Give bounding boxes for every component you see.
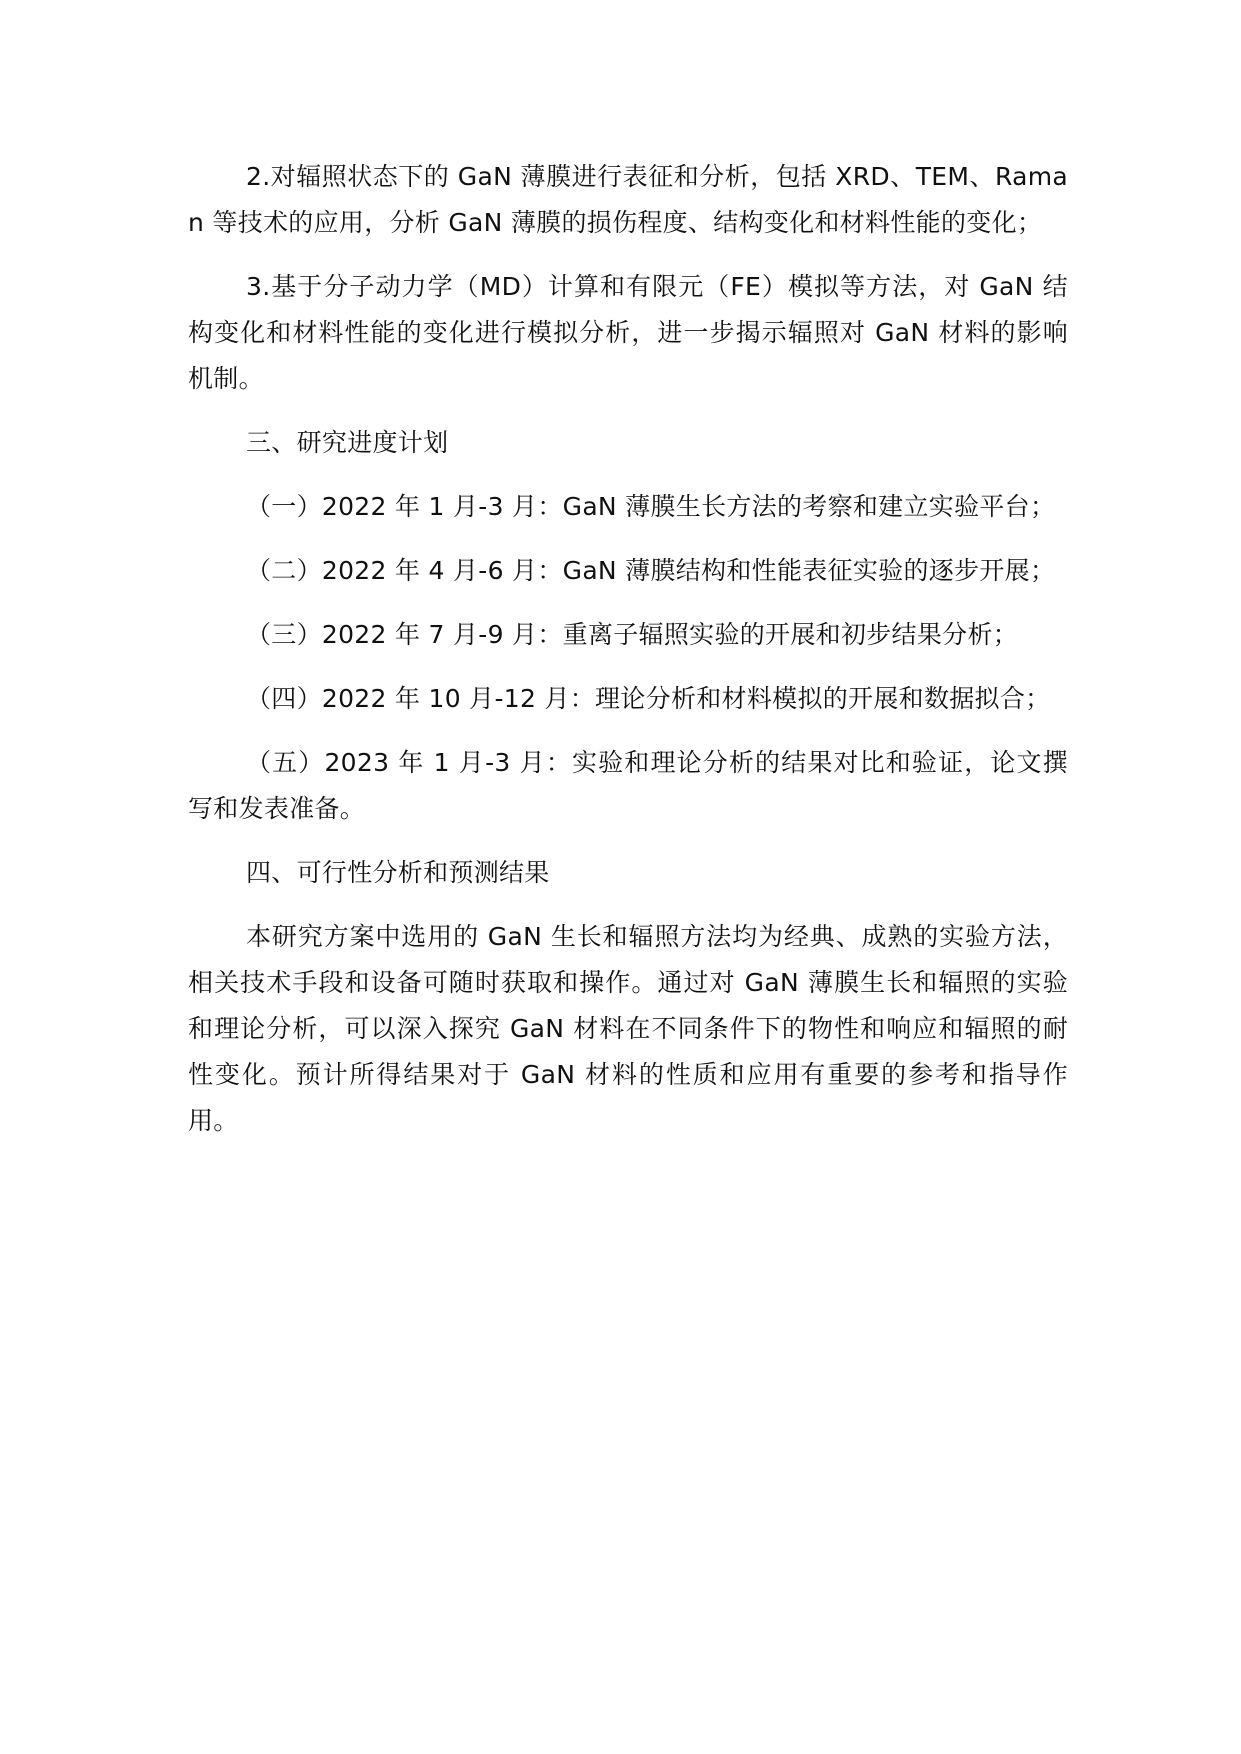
schedule-item-5: （五）2023 年 1 月-3 月：实验和理论分析的结果对比和验证，论文撰写和发表准备。 <box>188 748 1068 823</box>
section-heading-feasibility: 四、可行性分析和预测结果 <box>246 858 550 887</box>
feasibility-paragraph: 本研究方案中选用的 GaN 生长和辐照方法均为经典、成熟的实验方法，相关技术手段和设备可随时获取和操作。通过对 GaN 薄膜生长和辐照的实验和理论分析，可以深入探究 GaN 材料在不同条件下的物性和响应和辐照的耐性变化。预计所得结果对于 GaN 材料的性质和应用有重要的参考和指导作用。 <box>188 922 1068 1135</box>
schedule-item-3: （三）2022 年 7 月-9 月：重离子辐照实验的开展和初步结果分析； <box>246 620 1019 649</box>
research-item-2: 2.对辐照状态下的 GaN 薄膜进行表征和分析，包括 XRD、TEM、Raman 等技术的应用，分析 GaN 薄膜的损伤程度、结构变化和材料性能的变化； <box>188 162 1068 237</box>
section-heading-schedule: 三、研究进度计划 <box>246 428 449 457</box>
schedule-item-2: （二）2022 年 4 月-6 月：GaN 薄膜结构和性能表征实验的逐步开展； <box>246 556 1056 585</box>
schedule-item-4: （四）2022 年 10 月-12 月：理论分析和材料模拟的开展和数据拟合； <box>246 684 1051 713</box>
document-body <box>188 154 1068 1162</box>
research-item-3: 3.基于分子动力学（MD）计算和有限元（FE）模拟等方法，对 GaN 结构变化和材料性能的变化进行模拟分析，进一步揭示辐照对 GaN 材料的影响机制。 <box>188 272 1068 393</box>
schedule-item-1: （一）2022 年 1 月-3 月：GaN 薄膜生长方法的考察和建立实验平台； <box>246 492 1056 521</box>
